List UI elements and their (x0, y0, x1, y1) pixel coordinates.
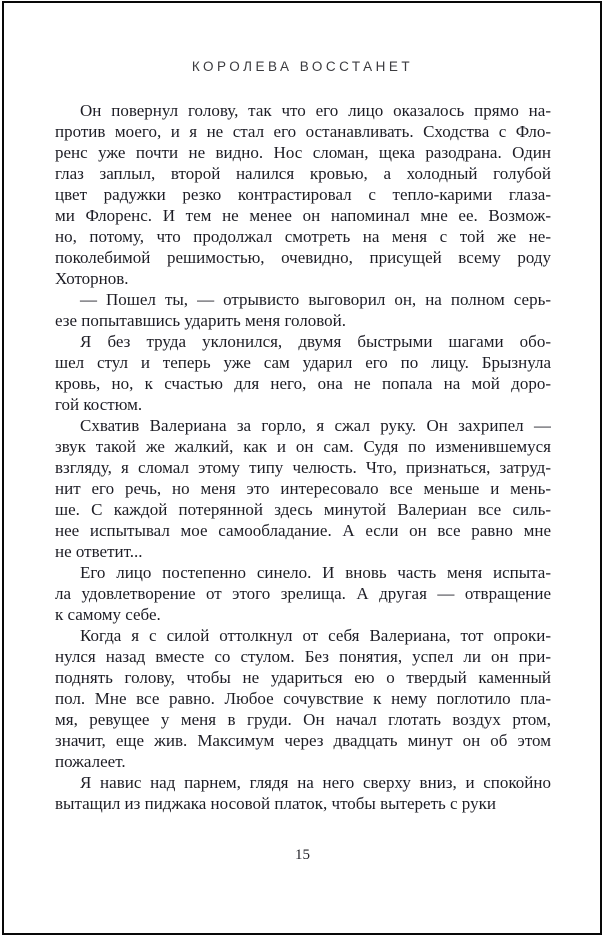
text-line: Его лицо постепенно синело. И вновь часть меня испыта- (80, 563, 551, 582)
text-line: не ответит... (55, 542, 143, 561)
text-line: ше. С каждой потерянной здесь минутой Валериан все силь- (55, 500, 551, 519)
text-line: звук такой же жалкий, как и он сам. Судя по изменившемуся (55, 437, 551, 456)
text-line: езе попытавшись ударить меня головой. (55, 311, 347, 330)
text-line: — Пошел ты, — отрывисто выговорил он, на полном серь- (80, 290, 551, 309)
text-line: нит его речь, но меня это интересовало все меньше и мень- (55, 479, 551, 498)
text-line: нее испытывал мое самообладание. А если он все равно мне (55, 521, 551, 540)
text-line: мя, ревущее у меня в груди. Он начал глотать воздух ртом, (55, 710, 551, 729)
text-line: ми Флоренс. И тем не менее он напоминал мне ее. Возмож- (55, 206, 551, 225)
text-line: шел стул и теперь уже сам ударил его по лицу. Брызнула (55, 353, 551, 372)
text-line: вытащил из пиджака носовой платок, чтобы вытереть с руки (55, 794, 496, 813)
text-line: пожалеет. (55, 752, 126, 771)
text-line: кровь, но, к счастью для него, она не попала на мой доро- (55, 374, 551, 393)
text-line: но, потому, что продолжал смотреть на меня с той же не- (55, 227, 551, 246)
text-line: взгляду, я сломал этому типу челюсть. Что, признаться, затруд- (55, 458, 551, 477)
text-line: поколебимой решимостью, очевидно, присущей всему роду (55, 248, 551, 267)
text-line: цвет радужки резко контрастировал с тепло-карими глаза- (55, 185, 551, 204)
text-line: Он повернул голову, так что его лицо оказалось прямо на- (80, 101, 551, 120)
page-number: 15 (295, 847, 310, 863)
text-line: ренс уже почти не видно. Нос сломан, щека разодрана. Один (55, 143, 551, 162)
text-line: ла удовлетворение от этого зрелища. А другая — отвращение (55, 584, 551, 603)
text-line: к самому себе. (55, 605, 161, 624)
text-line: Я навис над парнем, глядя на него сверху вниз, и спокойно (80, 773, 551, 792)
text-line: гой костюм. (55, 395, 143, 414)
text-line: нулся назад вместе со стулом. Без понятия, успел ли он при- (55, 647, 551, 666)
text-line: пол. Мне все равно. Любое сочувствие к нему поглотило пла- (55, 689, 551, 708)
text-line: глаз заплыл, второй налился кровью, а холодный голубой (55, 164, 551, 183)
text-line: против моего, и я не стал его останавливать. Сходства с Фло- (55, 122, 551, 141)
running-head-title: КОРОЛЕВА ВОССТАНЕТ (191, 59, 414, 74)
text-line: Схватив Валериана за горло, я сжал руку. Он захрипел — (80, 416, 551, 435)
text-line: значит, еще жив. Максимум через двадцать минут он об этом (55, 731, 551, 750)
text-line: Я без труда уклонился, двумя быстрыми шагами обо- (80, 332, 551, 351)
text-line: поднять голову, чтобы не удариться ею о твердый каменный (55, 668, 551, 687)
text-line: Хоторнов. (55, 269, 129, 288)
text-body (55, 100, 551, 814)
text-line: Когда я с силой оттолкнул от себя Валериана, тот опроки- (80, 626, 551, 645)
